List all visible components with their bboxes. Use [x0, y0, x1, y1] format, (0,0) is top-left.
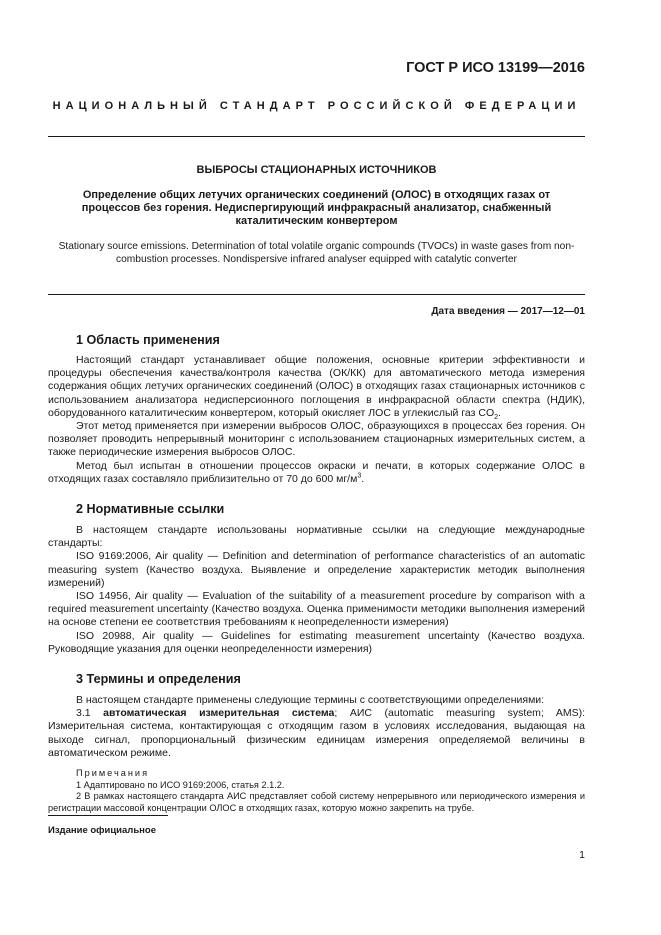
document-code: ГОСТ Р ИСО 13199—2016 — [406, 60, 585, 76]
section-3-paragraph: В настоящем стандарте применены следующие термины с соответствующими определениями: — [76, 694, 545, 706]
footer-divider — [48, 815, 168, 816]
note-item: 2 В рамках настоящего стандарта АИС представляет собой систему непрерывного или периодического измерения и регистрации массовой концентрации ОЛОС в отходящих газах, которую можно закрепить на трубе. — [48, 791, 585, 813]
section-2-heading: 2 Нормативные ссылки — [76, 502, 225, 516]
reference-item: ISO 20988, Air quality — Guidelines for estimating measurement uncertainty (Качество воздуха. Руководящие указания для оценки неопределенности измерения) — [48, 629, 585, 655]
reference-item: ISO 9169:2006, Air quality — Definition and determination of performance characteristics of an automatic measuring system (Качество воздуха. Выявление и определение характеристик методик выполнения измерений) — [48, 550, 585, 589]
notes-label: Примечания — [76, 768, 150, 778]
title-divider — [48, 294, 585, 295]
edition-note: Издание официальное — [48, 825, 156, 836]
section-1-body — [48, 354, 585, 486]
section-1-paragraph: Настоящий стандарт устанавливает общие положения, основные критерии эффективности и процедуры обеспечения качества/контроля качества (ОК/КК) для автоматического метода измерения содержания общих летучих органических соединений (ОЛОС) в отходящих газах стационарных источников с использованием анализатора недисперсионного поглощения в инфракрасной области спектра (НДИК), оборудованного каталитическим конвертером, который окисляет ЛОС в углекислый газ $CO_2$. — [48, 354, 585, 421]
section-3-heading: 3 Термины и определения — [76, 672, 241, 686]
section-1-paragraph: Метод был испытан в отношении процессов окраски и печати, в которых содержание ОЛОС в отходящих газах составляло приблизительно от 70 до 600 $мг/м^3$. — [48, 459, 585, 485]
section-1-paragraph: Этот метод применяется при измерении выбросов ОЛОС, образующихся в процессах без горения. Он позволяет проводить непрерывный мониторинг с использованием стационарных измерительных систем, а также периодические измерения выбросов ОЛОС. — [48, 420, 585, 459]
document-title: ВЫБРОСЫ СТАЦИОНАРНЫХ ИСТОЧНИКОВ — [196, 164, 437, 176]
document-subtitle: Определение общих летучих органических соединений (ОЛОС) в отходящих газах от процессов без горения. Недиспергирующий инфракрасный анализатор, снабженный каталитическим конвертером — [81, 189, 552, 227]
note-item: 1 Адаптировано по ИСО 9169:2006, статья 2.1.2. — [76, 779, 285, 790]
introduction-date: Дата введения — 2017—12—01 — [431, 306, 585, 317]
term-definition: 3.1 автоматическая измерительная система; АИС (automatic measuring system; AMS): Измерительная система, контактирующая с отходящим газом в условиях исследования, выдающая на выходе сигнал, пропорциональный физическим единицам измерения определяемой величины в автоматическом режиме. — [48, 707, 585, 759]
national-standard-banner: НАЦИОНАЛЬНЫЙ СТАНДАРТ РОССИЙСКОЙ ФЕДЕРАЦИИ — [52, 100, 581, 112]
notes-block — [48, 768, 585, 814]
section-2-paragraph: В настоящем стандарте использованы нормативные ссылки на следующие международные стандарты: — [48, 524, 585, 550]
page-number: 1 — [579, 849, 585, 861]
top-divider — [48, 136, 585, 137]
section-2-body — [48, 524, 585, 656]
english-title: Stationary source emissions. Determination of total volatile organic compounds (TVOCs) in waste gases from non-combustion processes. Nondispersive infrared analyser equipped with catalytic converter — [58, 241, 575, 265]
section-3-body — [48, 694, 585, 760]
section-1-heading: 1 Область применения — [76, 333, 220, 347]
reference-item: ISO 14956, Air quality — Evaluation of the suitability of a measurement procedure by comparison with a required measurement uncertainty (Качество воздуха. Оценка применимости методики выполнения измерений на основе степени ее соответствия требованиям к неопределенности измерения) — [48, 590, 585, 629]
